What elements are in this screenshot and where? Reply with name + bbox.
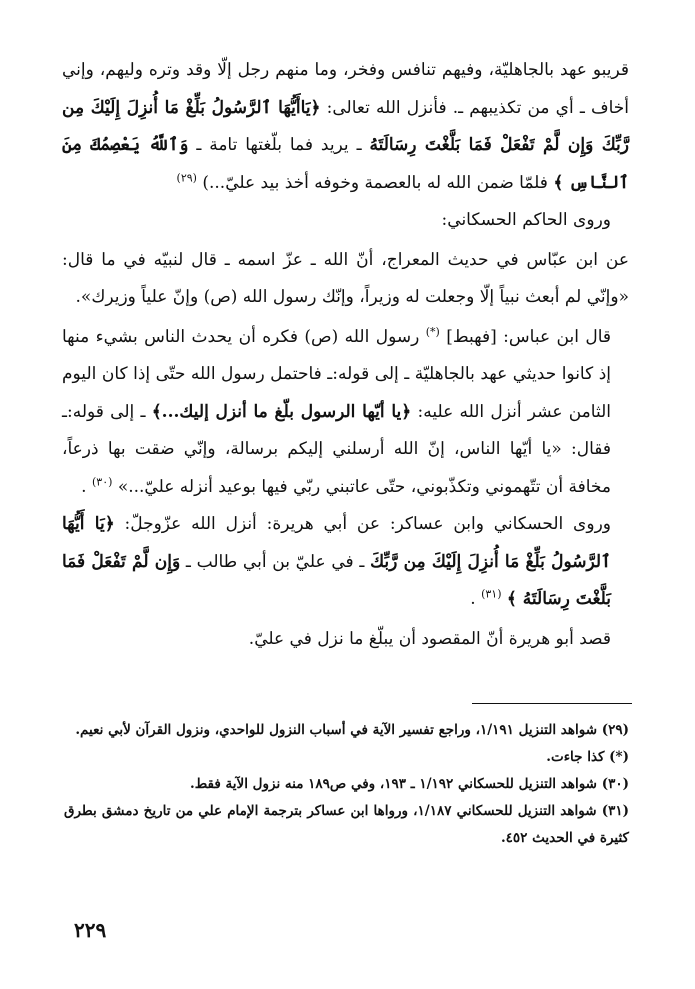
footnote-ref-star: (*) [425,324,440,338]
paragraph-5 [62,506,629,619]
page-number: ٢٢٩ [74,918,107,942]
paragraph-3-text: عن ابن عبّاس في حديث المعراج، أنّ الله ـ عزّ اسمه ـ قال لنبيّه في ما قال: «وإنّي لم أبعث نبياً إلّا وجعلت له وزيراً، وإنّك رسول الله (ص) وإنّ علياً وزيرك». [62,249,629,307]
paragraph-6-text: قصد أبو هريرة أنّ المقصود أن يبلّغ ما نزل في عليّ. [248,628,611,649]
paragraph-5-end: . [470,589,476,609]
quran-verse-3-continued: وَإِن لَّمْ تَفْعَلْ فَمَا بَلَّغْتَ رِسَالَتَهُ ﴾ [62,551,611,609]
paragraph-4-end: . [81,476,87,497]
paragraph-4-tail: ـ إلى قوله:ـ فقال: «يا أيّها الناس، إنّ الله أرسلني إليكم برسالة، وإنّي ضقت بها ذرعاً، مخافة أن تتّهموني وتكذّبوني، حتّى عاتبني ربّي فيها بوعيد أنزله عليّ...» [62,401,611,497]
quran-verse: ﴿يَاأَيُّهَا ٱلرَّسُولُ بَلِّغْ مَا أُنزِلَ إِلَيْكَ مِن رَّبِّكَ وَإِن لَّمْ تَفْعَلْ فَمَا بَلَّغْتَ رِسَالَتَهُ [62,97,629,155]
main-text [62,52,629,658]
paragraph-4 [62,319,629,507]
paragraph-1-text: قريبو عهد بالجاهليّة، وفيهم تنافس وفخر، وما منهم رجل إلّا وقد وتره وليهم، وإني أخاف ـ أي من تكذيبهم ـ. فأنزل الله تعالى: [62,60,629,118]
paragraph-4-text-2: رسول الله (ص) فكره أن يحدث الناس بشيء منها إذ كانوا حديثي عهد بالجاهليّة ـ إلى قوله:ـ فاحتمل رسول الله حتّى إذا كان اليوم الثامن عشر أنزل الله عليه: [62,326,612,422]
footnote-ref-29: (٢٩) [176,170,197,184]
paragraph-6 [62,621,629,659]
footnote-ref-31: (٣١) [481,587,502,601]
paragraph-5-interjection: ـ في عليّ بن أبي طالب ـ [180,551,365,572]
footnote-30: (٣٠) شواهد التنزيل للحسكاني ١/١٩٢ ـ ١٩٣، وفي ص١٨٩ منه نزول الآية فقط. [190,776,629,792]
paragraph-5-text: وروى الحسكاني وابن عساكر: عن أبي هريرة: أنزل الله عزّوجلّ: [114,514,611,534]
paragraph-1-tail: فلمّا ضمن الله له بالعصمة وخوفه أخذ بيد عليّ...) [202,172,548,193]
footnote-29: (٢٩) شواهد التنزيل ١/١٩١، وراجع تفسير الآية في أسباب النزول للواحدي، ونزول القرآن لأبي نعيم. [75,722,629,738]
paragraph-2-text: وروى الحاكم الحسكاني: [441,210,611,230]
paragraph-1 [62,52,629,202]
quran-verse-3: ﴿يَا أَيُّهَا ٱلرَّسُولُ بَلِّغْ مَا أُنزِلَ إِلَيْكَ مِن رَّبِّكَ [62,514,611,572]
footnote-star: (*) كذا جاءت. [546,749,629,765]
paragraph-4-text: قال ابن عباس: [فهبط] [446,326,611,347]
footnotes [64,717,629,852]
footnote-separator [472,703,632,704]
footnote-ref-30: (٣٠) [91,474,113,488]
quran-verse-2: ﴿يا أيّها الرسول بلّغ ما أنزل إليك...﴾ [151,401,412,422]
paragraph-2 [62,202,629,240]
footnote-31: (٣١) شواهد التنزيل للحسكاني ١/١٨٧، ورواها ابن عساكر بترجمة الإمام علي من تاريخ دمشق بطرق كثيرة في الحديث ٤٥٢. [64,803,629,846]
quran-verse-continued: وَٱللَّهُ يَعْصِمُكَ مِنَ ٱلنَّاسِ ﴾ [62,135,629,193]
paragraph-3 [62,242,629,317]
paragraph-1-interjection: ـ يريد فما بلّغتها تامة ـ [188,135,362,155]
